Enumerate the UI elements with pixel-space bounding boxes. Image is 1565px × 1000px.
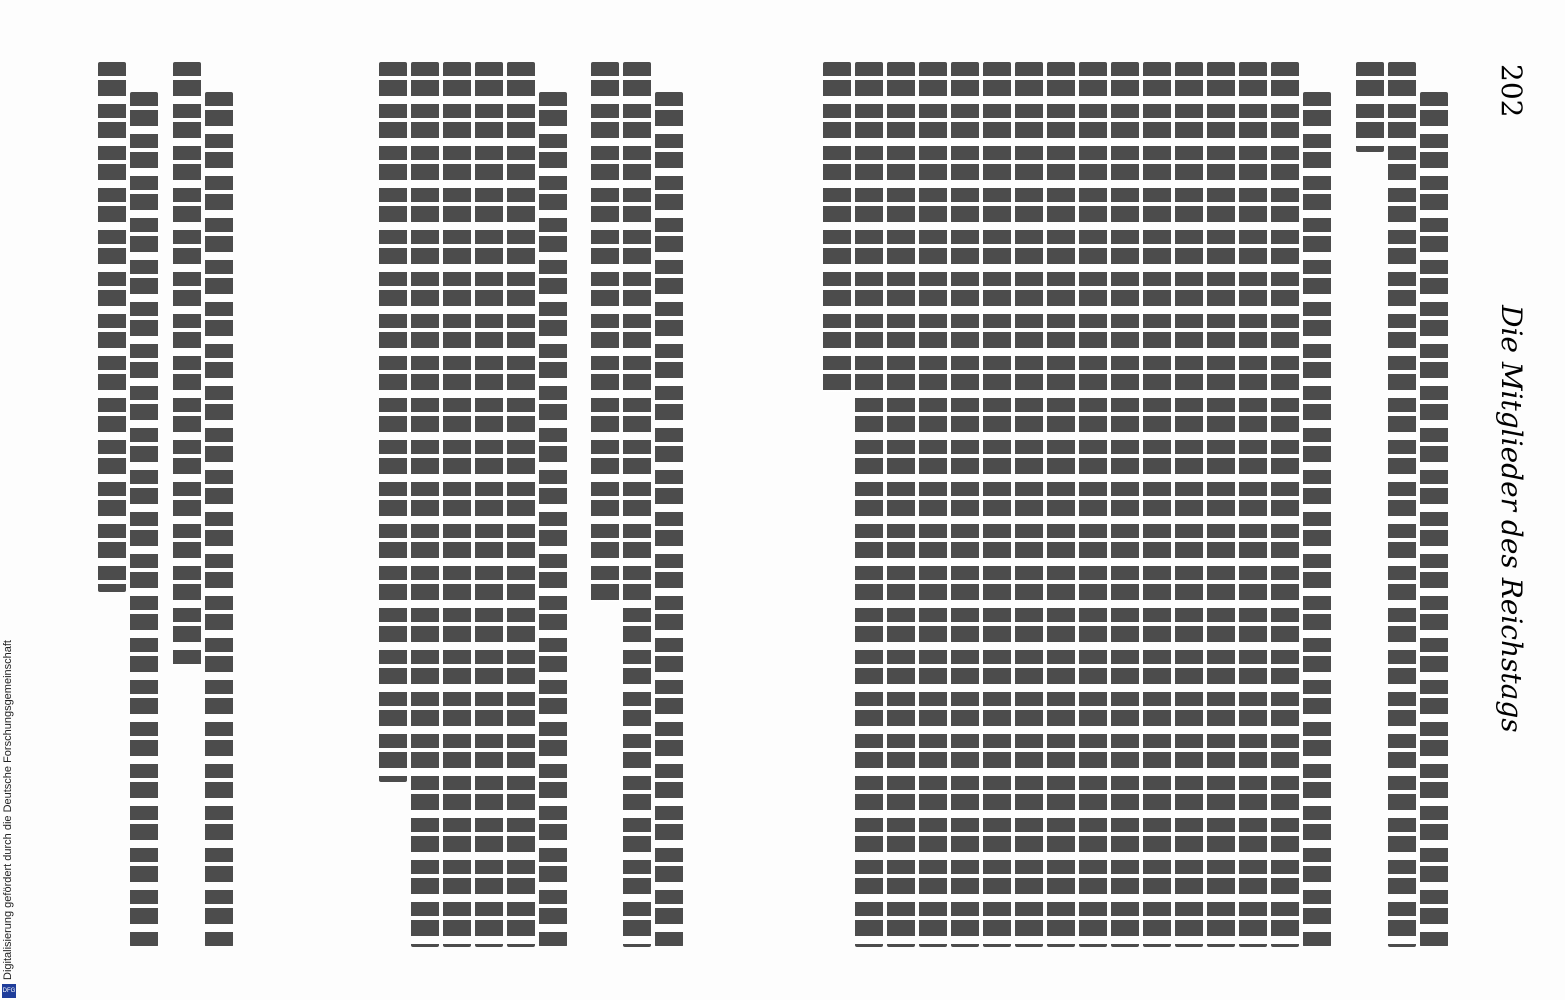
text-line [591,62,619,602]
dfg-logo: DFG [2,984,16,998]
text-line [1388,62,1416,947]
text-line [539,92,567,947]
text-line [411,62,439,947]
text-line [983,62,1011,947]
text-line [1303,92,1331,947]
text-line [130,92,158,947]
text-line [379,62,407,782]
text-line [1356,62,1384,152]
text-line [173,62,201,667]
page-number: 202 [1495,64,1528,118]
page-header: Die Mitglieder des Reichstags [1495,305,1528,733]
text-line [655,92,683,947]
text-line [919,62,947,947]
text-line [1015,62,1043,947]
text-line [443,62,471,947]
text-line [623,62,651,947]
digitization-note: Digitalisierung gefördert durch die Deutsche Forschungsgemeinschaft [2,640,14,980]
text-line [205,92,233,947]
text-line [1047,62,1075,947]
text-line [823,62,851,392]
text-line [507,62,535,947]
text-line [887,62,915,947]
text-line [855,62,883,947]
text-line [1079,62,1107,947]
text-line [1420,92,1448,947]
text-line [1143,62,1171,947]
text-line [1271,62,1299,947]
text-line [475,62,503,947]
text-line [1175,62,1203,947]
text-line [98,62,126,592]
text-line [1111,62,1139,947]
text-line [1207,62,1235,947]
text-line [951,62,979,947]
text-line [1239,62,1267,947]
